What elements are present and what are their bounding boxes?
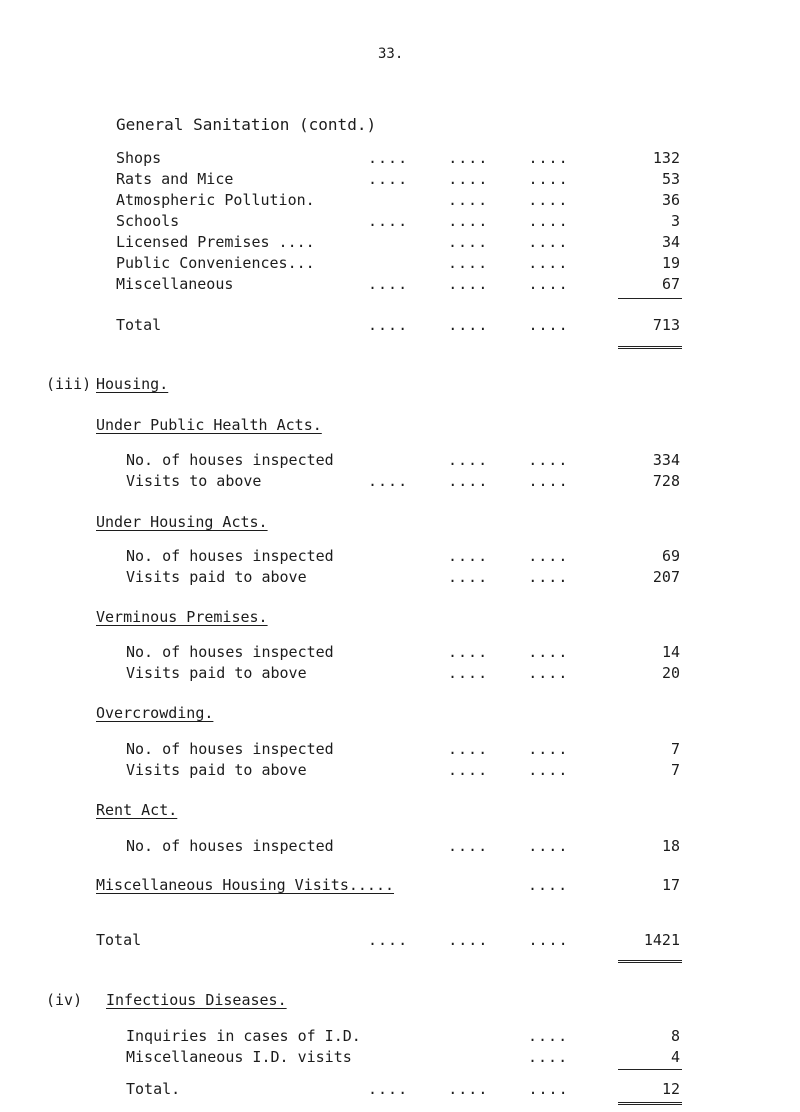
leader-dots: .... .... xyxy=(448,451,569,469)
row-value: 53 xyxy=(661,170,680,188)
row-label: No. of houses inspected xyxy=(126,547,334,565)
group-heading: Overcrowding. xyxy=(96,704,214,722)
sum-rule xyxy=(618,298,682,299)
total-value: 1421 xyxy=(643,931,680,949)
leader-dots: .... .... .... xyxy=(368,316,569,334)
row-value: 7 xyxy=(670,761,680,779)
leader-dots: .... .... xyxy=(448,664,569,682)
total-rule xyxy=(618,1102,682,1105)
total-value: 713 xyxy=(652,316,680,334)
row-value: 69 xyxy=(661,547,680,565)
row-label: Visits paid to above xyxy=(126,664,307,682)
row-value: 14 xyxy=(661,643,680,661)
leader-dots: .... .... xyxy=(448,761,569,779)
section-number: (iii) xyxy=(46,375,92,393)
row-value: 132 xyxy=(652,149,680,167)
total-rule xyxy=(618,960,682,963)
row-label: Miscellaneous xyxy=(116,275,234,293)
row-value: 7 xyxy=(670,740,680,758)
row-value: 728 xyxy=(652,472,680,490)
section-number: (iv) xyxy=(46,991,83,1009)
row-label: Rats and Mice xyxy=(116,170,234,188)
leader-dots: .... .... xyxy=(448,643,569,661)
row-label: No. of houses inspected xyxy=(126,451,334,469)
leader-dots: .... xyxy=(528,1048,569,1066)
row-value: 8 xyxy=(670,1027,680,1045)
leader-dots: .... .... xyxy=(448,191,569,209)
row-label: Licensed Premises .... xyxy=(116,233,315,251)
row-label: No. of houses inspected xyxy=(126,740,334,758)
row-label: Visits paid to above xyxy=(126,761,307,779)
total-rule xyxy=(618,346,682,349)
group-heading: Under Housing Acts. xyxy=(96,513,268,531)
leader-dots: .... .... .... xyxy=(368,170,569,188)
leader-dots: .... .... .... xyxy=(368,149,569,167)
row-label: No. of houses inspected xyxy=(126,643,334,661)
group-heading: Rent Act. xyxy=(96,801,178,819)
leader-dots: .... xyxy=(528,876,569,894)
leader-dots: .... .... xyxy=(448,837,569,855)
total-value: 12 xyxy=(661,1080,680,1098)
row-label: Visits to above xyxy=(126,472,262,490)
total-label: Total. xyxy=(126,1080,181,1098)
row-value: 20 xyxy=(661,664,680,682)
row-label: Inquiries in cases of I.D. xyxy=(126,1027,361,1045)
row-value: 3 xyxy=(670,212,680,230)
group-heading: Under Public Health Acts. xyxy=(96,416,322,434)
row-label: Public Conveniences... xyxy=(116,254,315,272)
sum-rule xyxy=(618,1069,682,1070)
leader-dots: .... .... xyxy=(448,233,569,251)
row-label: Shops xyxy=(116,149,162,167)
row-value: 19 xyxy=(661,254,680,272)
section-heading: Housing. xyxy=(96,375,169,393)
row-value: 207 xyxy=(652,568,680,586)
page-title: General Sanitation (contd.) xyxy=(116,115,377,134)
group-heading: Verminous Premises. xyxy=(96,608,268,626)
row-label: Visits paid to above xyxy=(126,568,307,586)
leader-dots: .... xyxy=(528,1027,569,1045)
row-value: 334 xyxy=(652,451,680,469)
leader-dots: .... .... .... xyxy=(368,472,569,490)
row-label: Schools xyxy=(116,212,180,230)
row-value: 36 xyxy=(661,191,680,209)
misc-housing-label: Miscellaneous Housing Visits..... xyxy=(96,876,395,894)
leader-dots: .... .... .... xyxy=(368,212,569,230)
row-value: 4 xyxy=(670,1048,680,1066)
total-label: Total xyxy=(116,316,162,334)
leader-dots: .... .... xyxy=(448,254,569,272)
leader-dots: .... .... xyxy=(448,740,569,758)
leader-dots: .... .... xyxy=(448,547,569,565)
leader-dots: .... .... .... xyxy=(368,275,569,293)
row-value: 67 xyxy=(661,275,680,293)
row-label: Miscellaneous I.D. visits xyxy=(126,1048,352,1066)
row-value: 17 xyxy=(661,876,680,894)
row-label: No. of houses inspected xyxy=(126,837,334,855)
row-value: 18 xyxy=(661,837,680,855)
row-label: Atmospheric Pollution. xyxy=(116,191,315,209)
leader-dots: .... .... .... xyxy=(368,931,569,949)
page-number: 33. xyxy=(378,46,404,62)
leader-dots: .... .... .... xyxy=(368,1080,569,1098)
row-value: 34 xyxy=(661,233,680,251)
leader-dots: .... .... xyxy=(448,568,569,586)
section-heading: Infectious Diseases. xyxy=(106,991,287,1009)
total-label: Total xyxy=(96,931,142,949)
